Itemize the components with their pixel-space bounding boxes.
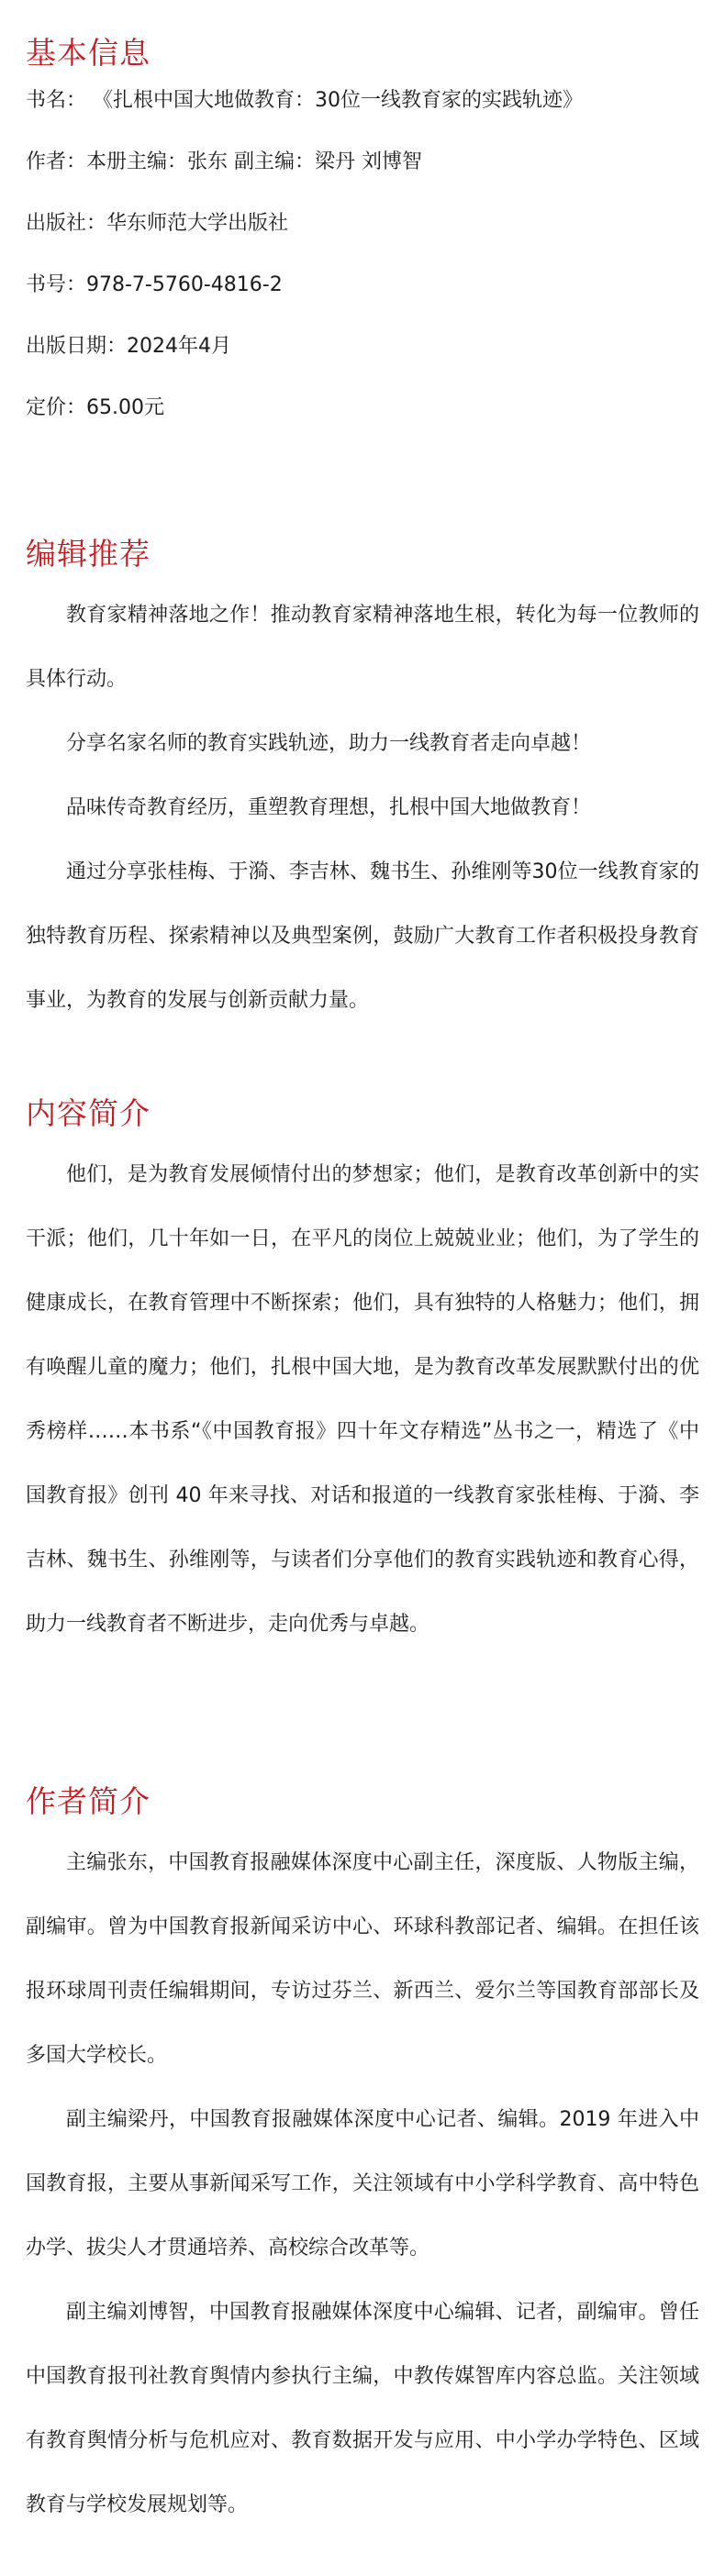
book-title-line: 书名： 《扎根中国大地做教育：30位一线教育家的实践轨迹》 xyxy=(26,89,583,112)
recommend-paragraph-3: 品味传奇教育经历，重塑教育理想，扎根中国大地做教育！ xyxy=(66,796,592,819)
isbn-line: 书号：978-7-5760-4816-2 xyxy=(26,273,283,296)
author-intro-paragraph-2: 副主编梁丹，中国教育报融媒体深度中心记者、编辑。2019 年进入中国教育报，主要从事新闻采写工作，关注领域有中小学科学教育、高中特色办学、拔尖人才贯通培养、高校综合改革等。 xyxy=(26,2108,699,2260)
content-intro-section xyxy=(26,1094,699,1657)
publish-date-line: 出版日期：2024年4月 xyxy=(26,335,231,358)
basic-info-title: 基本信息 xyxy=(26,35,151,71)
recommend-paragraph-4: 通过分享张桂梅、于漪、李吉林、魏书生、孙维刚等30位一线教育家的独特教育历程、探索精神以及典型案例，鼓励广大教育工作者积极投身教育事业，为教育的发展与创新贡献力量。 xyxy=(26,861,699,1012)
price-line: 定价：65.00元 xyxy=(26,396,164,419)
author-intro-paragraph-1: 主编张东，中国教育报融媒体深度中心副主任，深度版、人物版主编，副编审。曾为中国教育报新闻采访中心、环球科教部记者、编辑。在担任该报环球周刊责任编辑期间，专访过芬兰、新西兰、爱尔兰等国教育部部长及多国大学校长。 xyxy=(26,1851,699,2067)
editor-recommend-title: 编辑推荐 xyxy=(26,536,151,572)
editor-recommend-section xyxy=(26,534,699,1033)
content-intro-title: 内容简介 xyxy=(26,1095,151,1131)
author-line: 作者：本册主编：张东 副主编：梁丹 刘博智 xyxy=(26,150,422,173)
recommend-paragraph-2: 分享名家名师的教育实践轨迹，助力一线教育者走向卓越！ xyxy=(66,732,592,755)
content-intro-paragraph: 他们，是为教育发展倾情付出的梦想家；他们，是教育改革创新中的实干派；他们，几十年如一日，在平凡的岗位上兢兢业业；他们，为了学生的健康成长，在教育管理中不断探索；他们，具有独特的人格魅力；他们，拥有唤醒儿童的魔力；他们，扎根中国大地，是为教育改革发展默默付出的优秀榜样……本书系“《中国教育报》四十年文存精选”丛书之一，精选了《中国教育报》创刊 40 年来寻找、对话和报道的一线教育家张桂梅、于漪、李吉林、魏书生、孙维刚等，与读者们分享他们的教育实践轨迹和教育心得，助力一线教育者不断进步，走向优秀与卓越。 xyxy=(26,1163,699,1636)
basic-info-section xyxy=(26,33,699,423)
author-intro-paragraph-3: 副主编刘博智，中国教育报融媒体深度中心编辑、记者，副编审。曾任中国教育报刊社教育舆情内参执行主编，中教传媒智库内容总监。关注领域有教育舆情分析与危机应对、教育数据开发与应用、中小学办学特色、区域教育与学校发展规划等。 xyxy=(26,2301,699,2516)
author-intro-title: 作者简介 xyxy=(26,1783,151,1819)
author-intro-section xyxy=(26,1782,699,2537)
publisher-line: 出版社：华东师范大学出版社 xyxy=(26,212,289,235)
recommend-paragraph-1: 教育家精神落地之作！推动教育家精神落地生根，转化为每一位教师的具体行动。 xyxy=(26,604,699,691)
